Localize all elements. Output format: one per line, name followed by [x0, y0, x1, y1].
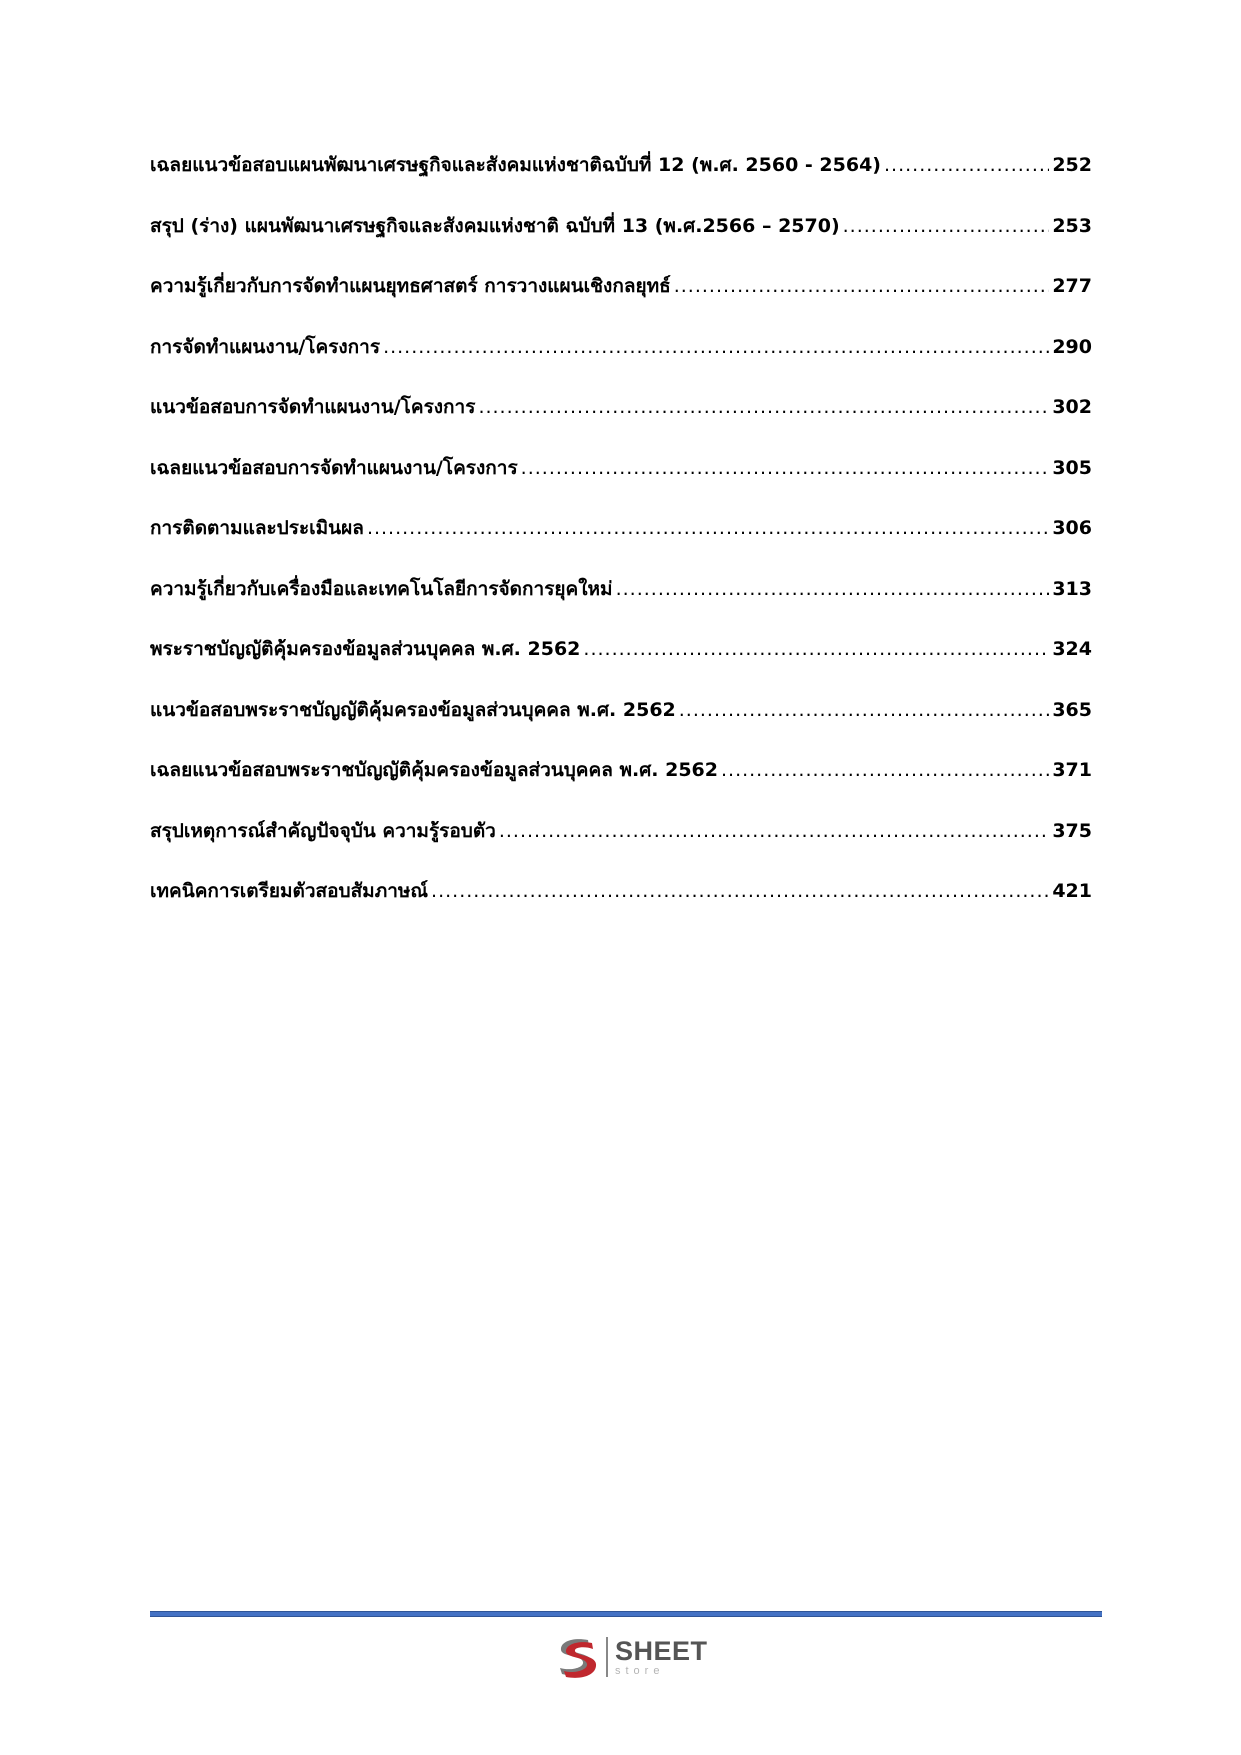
toc-entry[interactable] [150, 574, 1092, 635]
toc-entry-title: สรุป (ร่าง) แผนพัฒนาเศรษฐกิจและสังคมแห่งชาติ ฉบับที่ 13 (พ.ศ.2566 – 2570) [150, 214, 840, 237]
toc-entry-title: เฉลยแนวข้อสอบการจัดทำแผนงาน/โครงการ [150, 456, 518, 479]
toc-entry-page: 305 [1052, 456, 1092, 479]
toc-entry-title: การจัดทำแผนงาน/โครงการ [150, 335, 381, 358]
toc-entry-page: 290 [1052, 335, 1092, 358]
toc-entry-title: เทคนิคการเตรียมตัวสอบสัมภาษณ์ [150, 880, 429, 902]
toc-entry-page: 277 [1052, 275, 1092, 297]
toc-entry[interactable] [150, 211, 1092, 272]
toc-entry-page: 371 [1052, 759, 1092, 781]
toc-entry[interactable] [150, 634, 1092, 695]
toc-entry-page: 313 [1052, 577, 1092, 600]
toc-entry-title: สรุปเหตุการณ์สำคัญปัจจุบัน ความรู้รอบตัว [150, 819, 496, 842]
toc-entry-title: พระราชบัญญัติคุ้มครองข้อมูลส่วนบุคคล พ.ศ. 2562 [150, 638, 581, 660]
toc-leader-dots [499, 820, 1049, 842]
toc-leader-dots [679, 699, 1050, 721]
toc-entry[interactable] [150, 755, 1092, 816]
toc-entry-title: ความรู้เกี่ยวกับเครื่องมือและเทคโนโลยีการจัดการยุคใหม่ [150, 577, 613, 600]
toc-entry[interactable] [150, 453, 1092, 514]
logo-wordmark: SHEET [615, 1635, 708, 1666]
toc-entry-page: 252 [1052, 154, 1092, 176]
sheet-store-logo [552, 1632, 708, 1682]
toc-entry-page: 306 [1052, 517, 1092, 539]
toc-leader-dots [583, 638, 1049, 660]
toc-leader-dots [478, 396, 1049, 418]
toc-leader-dots [383, 336, 1049, 358]
toc-entry[interactable] [150, 150, 1092, 211]
toc-leader-dots [616, 578, 1050, 600]
toc-leader-dots [367, 517, 1049, 539]
toc-entry[interactable] [150, 392, 1092, 453]
toc-leader-dots [721, 759, 1049, 781]
toc-entry-page: 421 [1052, 880, 1092, 902]
toc-leader-dots [843, 215, 1050, 237]
toc-entry-title: แนวข้อสอบการจัดทำแผนงาน/โครงการ [150, 396, 476, 418]
toc-entry[interactable] [150, 695, 1092, 756]
toc-entry-page: 302 [1052, 396, 1092, 418]
logo-subtext: store [615, 1664, 665, 1677]
toc-entry-page: 324 [1052, 638, 1092, 660]
toc-entry-title: เฉลยแนวข้อสอบแผนพัฒนาเศรษฐกิจและสังคมแห่งชาติฉบับที่ 12 (พ.ศ. 2560 - 2564) [150, 154, 881, 176]
toc-entry[interactable] [150, 271, 1092, 332]
toc-entry[interactable] [150, 513, 1092, 574]
toc-entry[interactable] [150, 876, 1092, 937]
sheet-store-logo-icon [552, 1633, 600, 1681]
toc-entry-title: เฉลยแนวข้อสอบพระราชบัญญัติคุ้มครองข้อมูลส่วนบุคคล พ.ศ. 2562 [150, 759, 718, 781]
table-of-contents [150, 150, 1092, 937]
logo-separator [606, 1637, 608, 1677]
toc-leader-dots [521, 457, 1050, 479]
toc-entry-page: 375 [1052, 819, 1092, 842]
toc-entry[interactable] [150, 332, 1092, 393]
toc-entry-page: 253 [1052, 214, 1092, 237]
toc-leader-dots [674, 275, 1050, 297]
toc-entry-title: การติดตามและประเมินผล [150, 517, 364, 539]
toc-entry-page: 365 [1052, 698, 1092, 721]
toc-leader-dots [884, 154, 1049, 176]
toc-leader-dots [431, 880, 1049, 902]
footer-divider [150, 1611, 1102, 1617]
toc-entry-title: ความรู้เกี่ยวกับการจัดทำแผนยุทธศาสตร์ การวางแผนเชิงกลยุทธ์ [150, 275, 671, 297]
toc-entry-title: แนวข้อสอบพระราชบัญญัติคุ้มครองข้อมูลส่วนบุคคล พ.ศ. 2562 [150, 698, 676, 721]
toc-entry[interactable] [150, 816, 1092, 877]
